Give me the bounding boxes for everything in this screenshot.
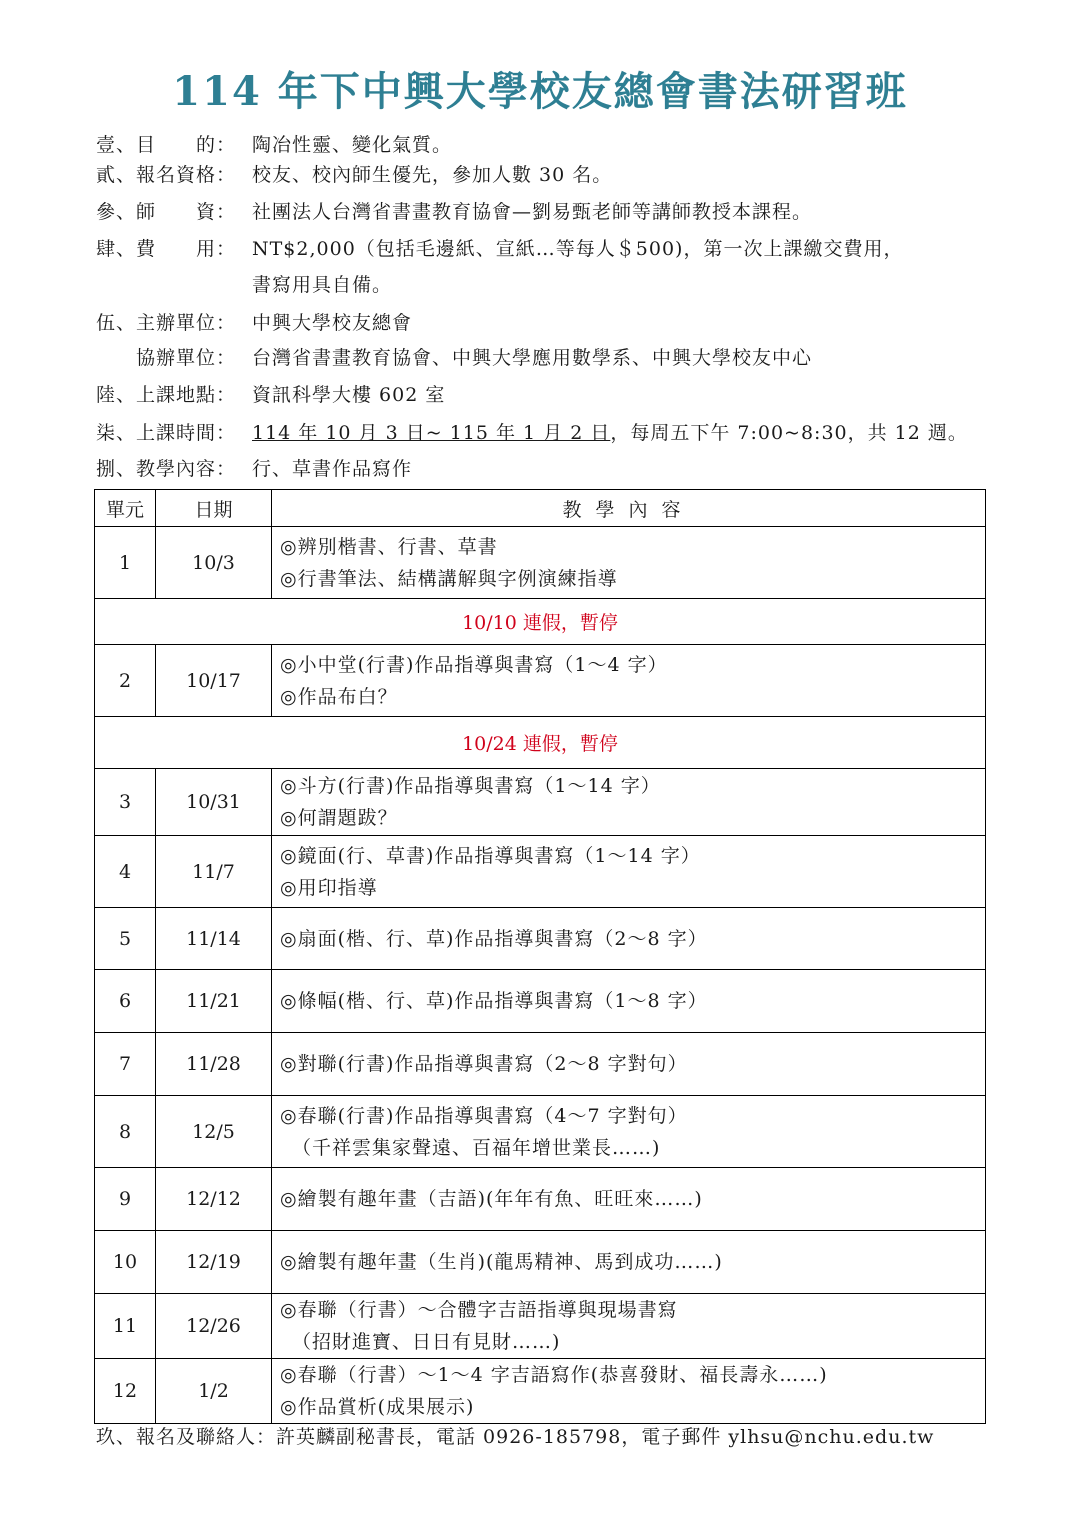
info-label: 肆、費 用： bbox=[96, 238, 237, 260]
unit-cell: 7 bbox=[95, 1033, 156, 1096]
unit-cell: 3 bbox=[95, 769, 156, 836]
content-cell bbox=[272, 1294, 986, 1359]
info-label: 伍、主辦單位： bbox=[96, 312, 237, 334]
holiday-notice: 10/24 連假，暫停 bbox=[95, 717, 986, 769]
table-row bbox=[95, 527, 986, 599]
header-date: 日期 bbox=[156, 490, 272, 527]
info-fee bbox=[96, 236, 903, 262]
table-row bbox=[95, 1033, 986, 1096]
content-line: （招財進寶、日日有見財……) bbox=[292, 1331, 561, 1353]
content-line: ◎春聯（行書）～合體字吉語指導與現場書寫 bbox=[280, 1299, 678, 1321]
info-text: 書寫用具自備。 bbox=[252, 274, 393, 296]
content-line: ◎條幅(楷、行、草)作品指導與書寫（1～8 字） bbox=[280, 990, 708, 1012]
info-label: 協辦單位： bbox=[96, 347, 237, 369]
table-row bbox=[95, 1359, 986, 1424]
date-cell: 12/5 bbox=[156, 1096, 272, 1168]
table-row bbox=[95, 836, 986, 908]
notice-row bbox=[95, 717, 986, 769]
date-cell: 11/7 bbox=[156, 836, 272, 908]
info-eligibility bbox=[96, 162, 612, 188]
info-text: 台灣省書畫教育協會、中興大學應用數學系、中興大學校友中心 bbox=[252, 347, 813, 369]
info-organizer bbox=[96, 310, 412, 336]
unit-cell: 5 bbox=[95, 908, 156, 970]
content-line: ◎斗方(行書)作品指導與書寫（1～14 字） bbox=[280, 775, 661, 797]
content-line: ◎對聯(行書)作品指導與書寫（2～8 字對句） bbox=[280, 1053, 688, 1075]
content-cell bbox=[272, 1231, 986, 1294]
content-cell bbox=[272, 527, 986, 599]
content-cell bbox=[272, 836, 986, 908]
date-cell: 11/14 bbox=[156, 908, 272, 970]
date-cell: 12/19 bbox=[156, 1231, 272, 1294]
info-content bbox=[96, 456, 412, 482]
date-cell: 12/26 bbox=[156, 1294, 272, 1359]
content-line: ◎扇面(楷、行、草)作品指導與書寫（2～8 字） bbox=[280, 927, 708, 950]
table-header-row bbox=[95, 490, 986, 527]
info-text: 校友、校內師生優先，參加人數 30 名。 bbox=[252, 164, 613, 186]
content-cell bbox=[272, 908, 986, 970]
info-text: NT$2,000（包括毛邊紙、宣紙…等每人＄500)，第一次上課繳交費用， bbox=[252, 238, 904, 260]
contact-info: 玖、報名及聯絡人：許英麟副秘書長，電話 0926-185798，電子郵件 ylhsu@nchu.edu.tw bbox=[96, 1426, 935, 1448]
info-label: 壹、目 的： bbox=[96, 134, 237, 156]
content-line: （千祥雲集家聲遠、百福年增世業長……) bbox=[292, 1136, 661, 1159]
unit-cell: 10 bbox=[95, 1231, 156, 1294]
content-line: ◎小中堂(行書)作品指導與書寫（1～4 字） bbox=[280, 653, 668, 676]
info-label: 陸、上課地點： bbox=[96, 384, 237, 406]
info-text: 社團法人台灣省書畫教育協會—劉易甄老師等講師教授本課程。 bbox=[252, 201, 813, 223]
table-row bbox=[95, 769, 986, 836]
schedule-table bbox=[94, 489, 986, 1424]
info-label: 捌、教學內容： bbox=[96, 458, 237, 480]
content-cell bbox=[272, 645, 986, 717]
unit-cell: 11 bbox=[95, 1294, 156, 1359]
info-text: 行、草書作品寫作 bbox=[252, 458, 413, 480]
info-text: 資訊科學大樓 602 室 bbox=[252, 384, 446, 406]
date-cell: 11/21 bbox=[156, 970, 272, 1033]
unit-cell: 2 bbox=[95, 645, 156, 717]
content-cell bbox=[272, 769, 986, 836]
table-row bbox=[95, 1231, 986, 1294]
unit-cell: 8 bbox=[95, 1096, 156, 1168]
date-cell: 10/17 bbox=[156, 645, 272, 717]
header-content: 教學內容 bbox=[272, 490, 986, 527]
date-cell: 1/2 bbox=[156, 1359, 272, 1424]
content-cell bbox=[272, 1168, 986, 1231]
table-row bbox=[95, 1294, 986, 1359]
holiday-notice: 10/10 連假，暫停 bbox=[95, 599, 986, 645]
content-cell bbox=[272, 1033, 986, 1096]
info-text: ，每周五下午 7:00~8:30，共 12 週。 bbox=[610, 422, 968, 444]
unit-cell: 1 bbox=[95, 527, 156, 599]
info-instructor bbox=[96, 199, 812, 225]
content-line: ◎繪製有趣年畫（生肖)(龍馬精神、馬到成功……) bbox=[280, 1251, 723, 1273]
table-row bbox=[95, 970, 986, 1033]
info-time bbox=[96, 420, 968, 446]
table-row bbox=[95, 645, 986, 717]
info-fee-continued bbox=[96, 272, 392, 298]
notice-row bbox=[95, 599, 986, 645]
content-line: ◎鏡面(行、草書)作品指導與書寫（1～14 字） bbox=[280, 844, 701, 867]
content-line: ◎春聯（行書）～1～4 字吉語寫作(恭喜發財、福長壽永……) bbox=[280, 1364, 828, 1386]
content-line: ◎繪製有趣年畫（吉語)(年年有魚、旺旺來……) bbox=[280, 1188, 703, 1210]
header-unit: 單元 bbox=[95, 490, 156, 527]
content-cell bbox=[272, 1096, 986, 1168]
info-co-organizer bbox=[96, 345, 812, 371]
content-line: ◎作品賞析(成果展示) bbox=[280, 1396, 475, 1418]
info-label: 貳、報名資格： bbox=[96, 164, 237, 186]
date-cell: 10/3 bbox=[156, 527, 272, 599]
content-line: ◎作品布白？ bbox=[280, 685, 398, 708]
content-cell bbox=[272, 1359, 986, 1424]
content-line: ◎何謂題跋？ bbox=[280, 807, 398, 829]
content-line: ◎用印指導 bbox=[280, 876, 378, 899]
unit-cell: 12 bbox=[95, 1359, 156, 1424]
date-cell: 11/28 bbox=[156, 1033, 272, 1096]
date-cell: 10/31 bbox=[156, 769, 272, 836]
info-label: 柒、上課時間： bbox=[96, 422, 237, 444]
info-text: 中興大學校友總會 bbox=[252, 312, 413, 334]
info-date-range: 114 年 10 月 3 日~ 115 年 1 月 2 日 bbox=[252, 422, 611, 444]
table-row bbox=[95, 1168, 986, 1231]
table-row bbox=[95, 1096, 986, 1168]
info-text: 陶冶性靈、變化氣質。 bbox=[252, 134, 453, 156]
content-line: ◎春聯(行書)作品指導與書寫（4～7 字對句） bbox=[280, 1104, 688, 1127]
info-purpose bbox=[96, 132, 452, 158]
unit-cell: 9 bbox=[95, 1168, 156, 1231]
content-cell bbox=[272, 970, 986, 1033]
unit-cell: 4 bbox=[95, 836, 156, 908]
info-location bbox=[96, 382, 445, 408]
page-title: 114 年下中興大學校友總會書法研習班 bbox=[172, 68, 908, 115]
info-label: 參、師 資： bbox=[96, 201, 237, 223]
unit-cell: 6 bbox=[95, 970, 156, 1033]
table-row bbox=[95, 908, 986, 970]
date-cell: 12/12 bbox=[156, 1168, 272, 1231]
content-line: ◎辨別楷書、行書、草書 bbox=[280, 535, 498, 558]
content-line: ◎行書筆法、結構講解與字例演練指導 bbox=[280, 567, 618, 590]
